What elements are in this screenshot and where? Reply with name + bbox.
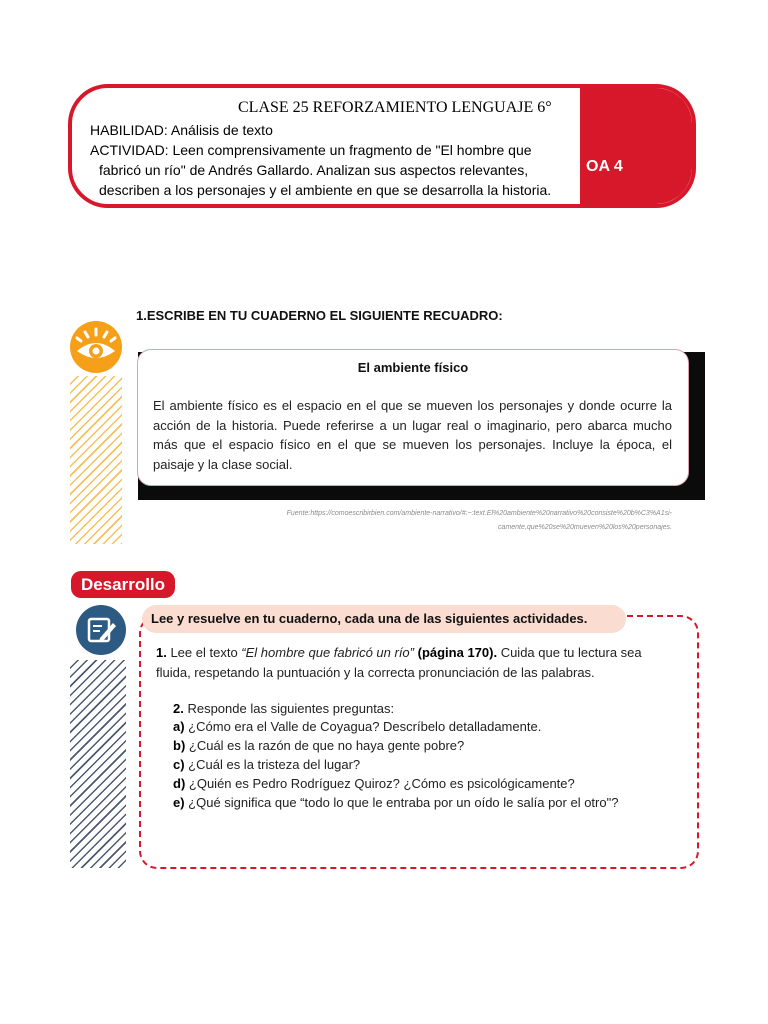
- definition-title: El ambiente físico: [357, 360, 469, 375]
- question-a-text: ¿Cómo era el Valle de Coyagua? Descríbelo detalladamente.: [184, 719, 542, 734]
- activities-heading: Lee y resuelve en tu cuaderno, cada una de las siguientes actividades.: [142, 605, 626, 633]
- question-d-text: ¿Quién es Pedro Rodríguez Quiroz? ¿Cómo es psicológicamente?: [185, 776, 575, 791]
- question-e: [173, 795, 618, 810]
- activity-1-line-1: [156, 644, 642, 662]
- question-b: [173, 738, 464, 753]
- definition-text: El ambiente físico es el espacio en el que se mueven los personajes y donde ocurre la acción de la historia. Puede referirse a un lugar real o imaginario, pero abarca mucho más que el espacio físico en el que se mueven los personajes. Incluye la época, el paisaje y la clase social.: [153, 398, 672, 472]
- question-c: [173, 757, 360, 772]
- eye-icon: [70, 321, 122, 373]
- activity-2-number: 2.: [173, 701, 184, 716]
- decorative-hatch-orange: [70, 376, 122, 544]
- question-a-letter: a): [173, 719, 185, 734]
- activity-1-post: Cuida que tu lectura sea: [497, 645, 642, 660]
- activity-1-page: (página 170).: [414, 645, 498, 660]
- activity-line-3: describen a los personajes y el ambiente en que se desarrolla la historia.: [99, 182, 552, 198]
- question-d-letter: d): [173, 776, 186, 791]
- header-red-panel: [580, 88, 692, 204]
- activity-1-line-2: fluida, respetando la puntuación y la correcta pronunciación de las palabras.: [156, 665, 595, 680]
- pen-edit-icon: [76, 605, 126, 655]
- question-e-letter: e): [173, 795, 185, 810]
- class-title: CLASE 25 REFORZAMIENTO LENGUAJE 6°: [238, 99, 552, 116]
- activity-2-text: Responde las siguientes preguntas:: [183, 701, 395, 716]
- activity-1-pre: Lee el texto: [166, 645, 242, 660]
- question-b-letter: b): [173, 738, 186, 753]
- question-b-text: ¿Cuál es la razón de que no haya gente pobre?: [185, 738, 465, 753]
- source-line-1: Fuente:https://comoescribirbien.com/ambiente-narrativo/#:~:text.El%20ambiente%20narrativo%20consiste%20b%C3%A1si-: [286, 510, 672, 517]
- section1-title: 1.ESCRIBE EN TU CUADERNO EL SIGUIENTE RECUADRO:: [136, 308, 503, 323]
- activity-2: [173, 700, 394, 718]
- activity-line-1: ACTIVIDAD: Leen comprensivamente un fragmento de "El hombre que: [90, 142, 532, 158]
- activity-line-2: fabricó un río" de Andrés Gallardo. Analizan sus aspectos relevantes,: [99, 162, 529, 178]
- activity-1-number: 1.: [156, 645, 167, 660]
- oa-label: OA 4: [586, 158, 623, 175]
- desarrollo-badge: Desarrollo: [71, 571, 175, 598]
- source-citation: [170, 507, 672, 535]
- question-a: [173, 719, 541, 734]
- question-d: [173, 776, 575, 791]
- skill-line: HABILIDAD: Análisis de texto: [90, 122, 273, 138]
- decorative-hatch-blue: [70, 660, 126, 868]
- activity-1-title: “El hombre que fabricó un río”: [241, 645, 414, 660]
- question-e-text: ¿Qué significa que “todo lo que le entraba por un oído le salía por el otro"?: [184, 795, 619, 810]
- source-line-2: camente,que%20se%20mueven%20los%20personajes.: [498, 524, 672, 531]
- question-c-text: ¿Cuál es la tristeza del lugar?: [184, 757, 361, 772]
- question-c-letter: c): [173, 757, 185, 772]
- definition-box: [137, 349, 689, 486]
